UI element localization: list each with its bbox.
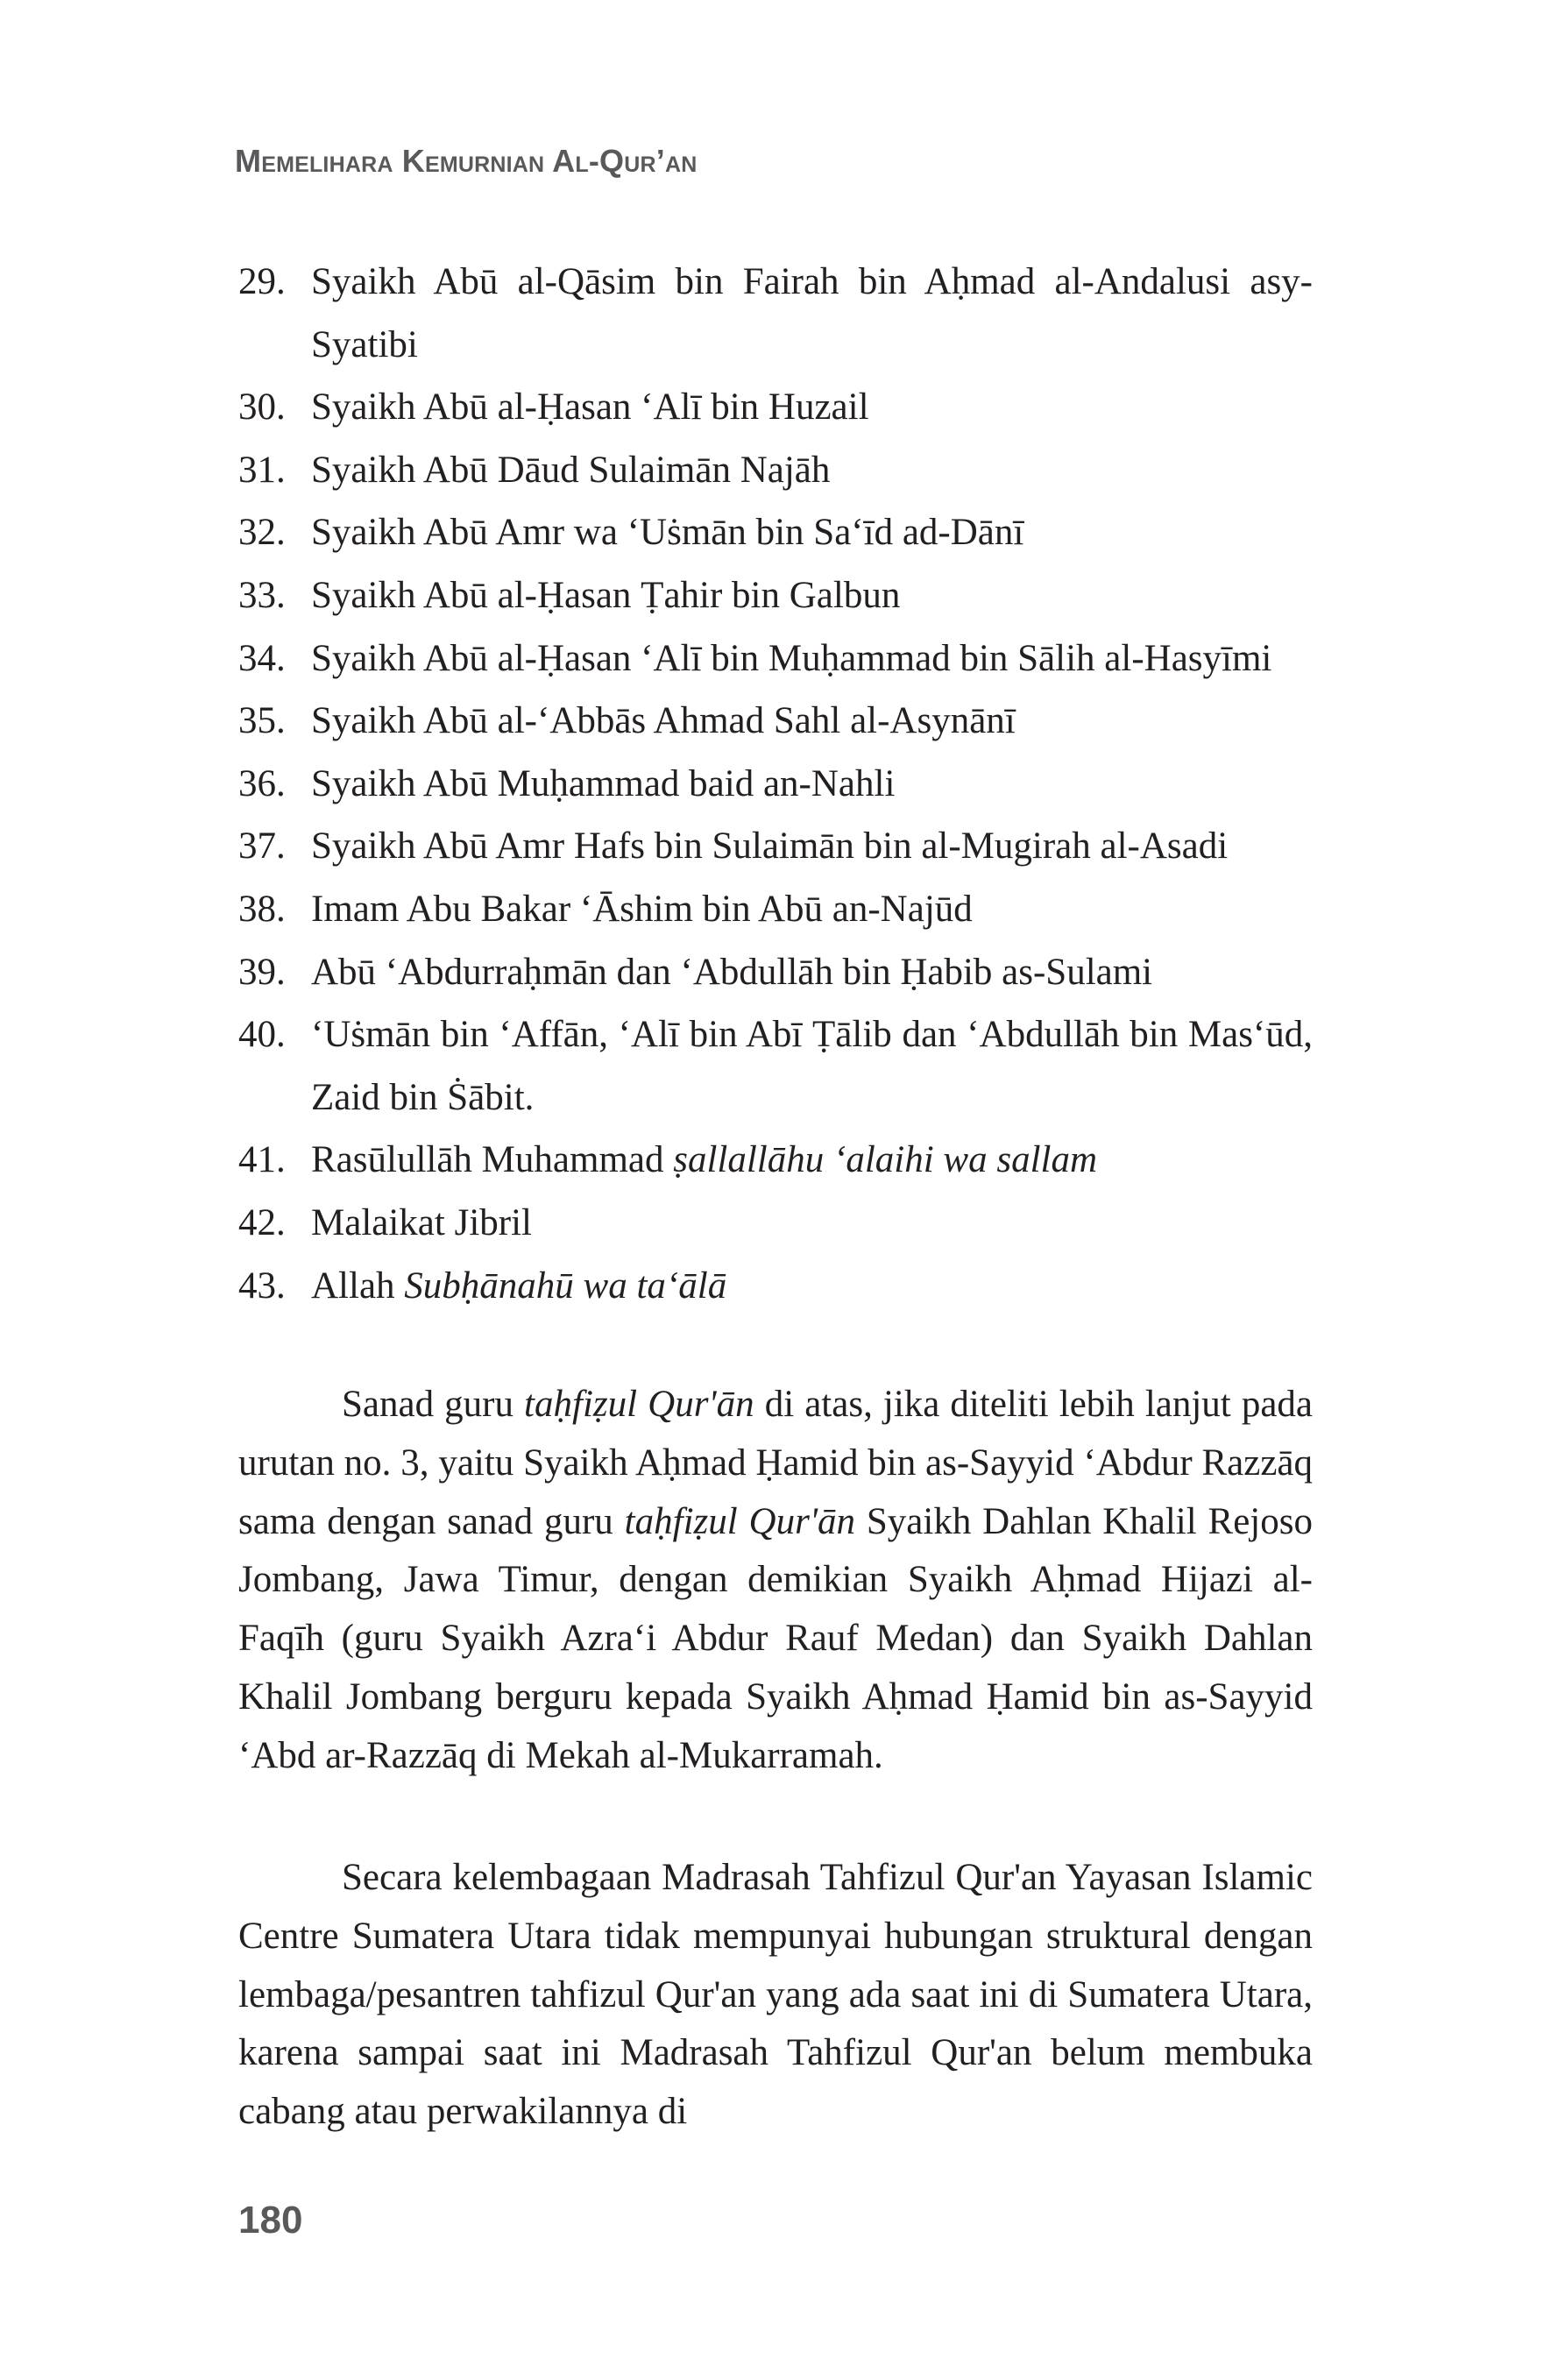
list-text: Abū ‘Abdurraḥmān dan ‘Abdullāh bin Ḥabib as-Sulami (311, 951, 1153, 993)
list-number: 32. (238, 512, 286, 554)
paragraph-text: Secara kelembagaan Madrasah Tahfizul Qur'an Yayasan Islamic Centre Sumatera Utara tidak mempunyai hubungan struktural dengan lembaga/pesantren tahfizul Qur'an yang ada saat ini di Sumatera Utara, karena sampai saat ini Madrasah Tahfizul Qur'an belum membuka cabang atau perwakilannya di (238, 1857, 1313, 2133)
list-text: Syaikh Abū Amr Hafs bin Sulaimān bin al-Mugirah al-Asadi (311, 825, 1229, 868)
list-number: 40. (238, 1014, 286, 1056)
page-number: 180 (238, 2199, 303, 2242)
running-header-title: Memelihara Kemurnian Al-Qur’an (235, 143, 698, 179)
paragraph-kelembagaan (238, 1849, 1313, 2142)
sanad-list (238, 251, 1313, 1317)
list-number: 34. (238, 637, 286, 679)
paragraph-text: di atas, jika diteliti lebih lanjut pada urutan no. 3, yaitu Syaikh Aḥmad Ḥamid bin as-Sayyid ‘Abdur Razzāq sama dengan sanad guru (238, 1384, 1313, 1542)
list-item (238, 878, 1313, 941)
list-text: Syaikh Abū al-Ḥasan ‘Alī bin Huzail (311, 386, 869, 429)
paragraph-sanad (238, 1376, 1313, 1786)
list-text: Syaikh Abū Muḥammad baid an-Nahli (311, 762, 896, 804)
list-item (238, 439, 1313, 502)
list-number: 41. (238, 1139, 286, 1181)
list-text: Syaikh Abū al-Qāsim bin Fairah bin Aḥmad al-Andalusi asy-Syatibi (311, 261, 1313, 365)
list-text: Allah (311, 1264, 405, 1307)
list-text: ‘Uṡmān bin ‘Affān, ‘Alī bin Abī Ṭālib dan ‘Abdullāh bin Mas‘ūd, Zaid bin Ṡābit. (311, 1014, 1313, 1118)
list-item (238, 564, 1313, 627)
list-item (238, 251, 1313, 376)
list-text: Syaikh Abū Amr wa ‘Uṡmān bin Sa‘īd ad-Dānī (311, 512, 1024, 554)
list-text: Syaikh Abū al-‘Abbās Ahmad Sahl al-Asynānī (311, 700, 1016, 742)
list-number: 29. (238, 261, 286, 302)
list-number: 43. (238, 1264, 286, 1307)
list-text: Syaikh Abū Dāud Sulaimān Najāh (311, 449, 831, 491)
list-item (238, 1192, 1313, 1255)
list-text: Imam Abu Bakar ‘Āshim bin Abū an-Najūd (311, 888, 973, 930)
list-number: 37. (238, 825, 286, 868)
list-item (238, 1003, 1313, 1129)
paragraph-text: Sanad guru (342, 1384, 525, 1425)
list-number: 31. (238, 449, 286, 491)
list-item (238, 815, 1313, 878)
list-text: Syaikh Abū al-Ḥasan ‘Alī bin Muḥammad bin Sālih al-Hasyīmi (311, 637, 1272, 679)
list-item (238, 627, 1313, 691)
list-number: 38. (238, 888, 286, 930)
list-text-italic: Subḥānahū wa ta‘ālā (404, 1264, 727, 1307)
list-item (238, 1255, 1313, 1318)
list-number: 30. (238, 386, 286, 429)
list-number: 39. (238, 951, 286, 993)
list-number: 36. (238, 762, 286, 804)
paragraph-italic-term: taḥfiẓul Qur'ān (524, 1384, 754, 1425)
list-text-italic: ṣallallāhu ‘alaihi wa sallam (673, 1139, 1098, 1181)
list-text: Syaikh Abū al-Ḥasan Ṭahir bin Galbun (311, 574, 901, 616)
list-text: Rasūlullāh Muhammad (311, 1139, 674, 1181)
list-item (238, 1129, 1313, 1192)
list-item (238, 690, 1313, 753)
list-text: Malaikat Jibril (311, 1201, 532, 1243)
list-item (238, 376, 1313, 439)
list-number: 35. (238, 700, 286, 742)
list-item (238, 501, 1313, 564)
list-number: 42. (238, 1201, 286, 1243)
list-item (238, 941, 1313, 1004)
list-item (238, 753, 1313, 816)
list-number: 33. (238, 574, 286, 616)
paragraph-text: Syaikh Dahlan Khalil Rejoso Jombang, Jawa Timur, dengan demikian Syaikh Aḥmad Hijazi al-Faqīh (guru Syaikh Azra‘i Abdur Rauf Medan) dan Syaikh Dahlan Khalil Jombang berguru kepada Syaikh Aḥmad Ḥamid bin as-Sayyid ‘Abd ar-Razzāq di Mekah al-Mukarramah. (238, 1500, 1313, 1776)
paragraph-italic-term: taḥfiẓul Qur'ān (624, 1500, 856, 1542)
